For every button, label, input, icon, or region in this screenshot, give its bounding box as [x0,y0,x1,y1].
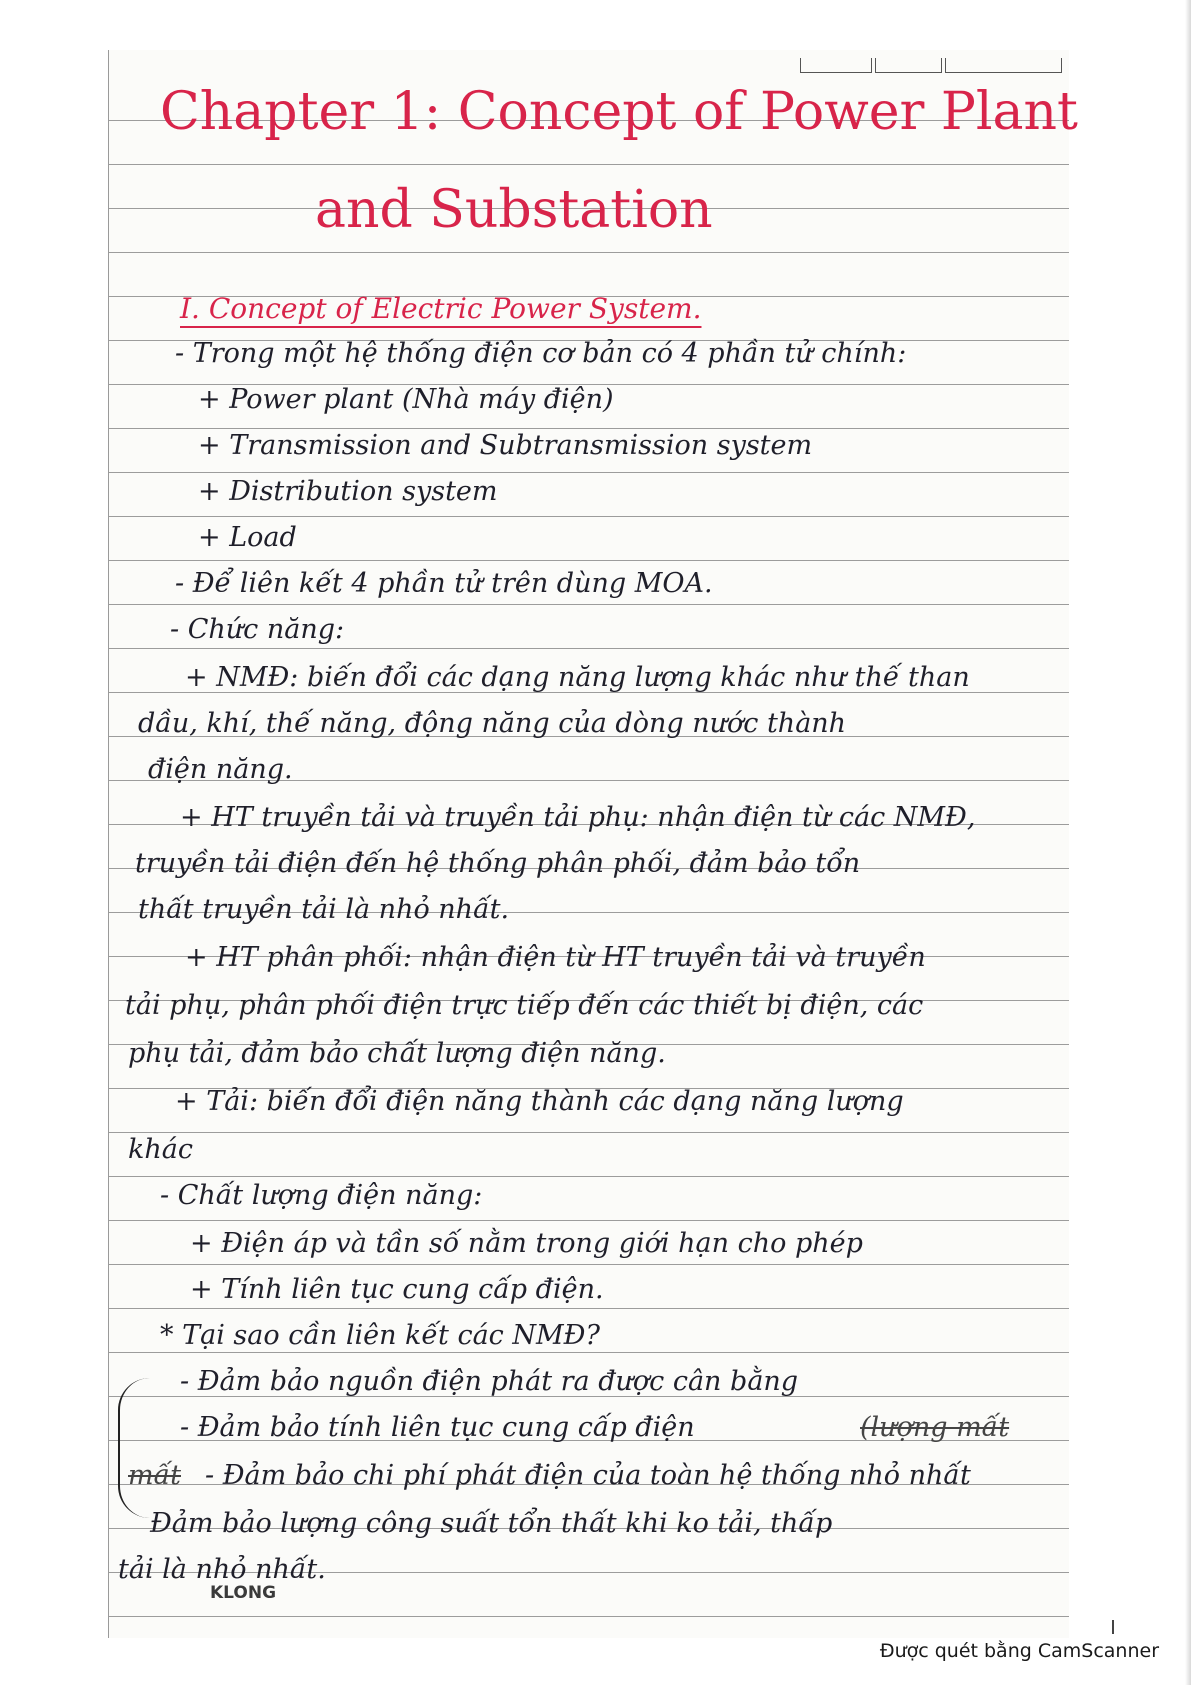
note-line: + Tính liên tục cung cấp điện. [190,1274,604,1305]
note-line: - Đảm bảo chi phí phát điện của toàn hệ thống nhỏ nhất [205,1460,971,1491]
note-line: phụ tải, đảm bảo chất lượng điện năng. [128,1038,666,1069]
ruled-line [109,1308,1069,1309]
struck-text: (lượng mất [860,1412,1010,1443]
note-line: * Tại sao cần liên kết các NMĐ? [160,1320,600,1351]
note-line: Đảm bảo lượng công suất tổn thất khi ko tải, thấp [150,1508,833,1539]
date-box [945,58,1062,73]
note-line: - Để liên kết 4 phần tử trên dùng MOA. [175,568,713,599]
scanner-watermark: Được quét bằng CamScanner [879,1640,1159,1662]
note-line: truyền tải điện đến hệ thống phân phối, đảm bảo tổn [135,848,861,879]
page-edge-shadow [1185,0,1191,1685]
ruled-line [109,516,1069,517]
note-line: + NMĐ: biến đổi các dạng năng lượng khác như thế than [185,662,970,693]
note-line: - Đảm bảo tính liên tục cung cấp điện [180,1412,695,1443]
ruled-line [109,164,1069,165]
note-line: + Transmission and Subtransmission system [198,430,813,461]
date-box [875,58,942,73]
note-line: + HT truyền tải và truyền tải phụ: nhận điện từ các NMĐ, [180,802,976,833]
note-line: thất truyền tải là nhỏ nhất. [138,894,510,925]
note-line: - Đảm bảo nguồn điện phát ra được cân bằng [180,1366,799,1397]
ruled-line [109,1132,1069,1133]
note-line: + Distribution system [198,476,498,507]
note-line: - Chức năng: [170,614,345,645]
notebook-brand: KLONG [210,1583,277,1603]
section-heading: I. Concept of Electric Power System. [180,292,702,325]
ruled-line [109,1616,1069,1617]
date-box [800,58,872,73]
ruled-line [109,604,1069,605]
note-line: + Tải: biến đổi điện năng thành các dạng năng lượng [175,1086,904,1117]
note-line: + Load [198,522,297,553]
margin-bracket [118,1378,150,1518]
ruled-line [109,1176,1069,1177]
note-line: - Chất lượng điện năng: [160,1180,483,1211]
note-line: + Điện áp và tần số nằm trong giới hạn cho phép [190,1228,863,1259]
ruled-line [109,428,1069,429]
ruled-line [109,252,1069,253]
ruled-line [109,1264,1069,1265]
note-line: dầu, khí, thế năng, động năng của dòng nước thành [138,708,847,739]
chapter-title-line1: Chapter 1: Concept of Power Plant [160,82,1078,142]
struck-text: mất [128,1460,181,1491]
ruled-line [109,1352,1069,1353]
note-line: + HT phân phối: nhận điện từ HT truyền tải và truyền [185,942,926,973]
note-line: khác [128,1134,193,1165]
ruled-line [109,648,1069,649]
ruled-line [109,1220,1069,1221]
note-line: + Power plant (Nhà máy điện) [198,384,614,415]
note-line: tải là nhỏ nhất. [118,1554,326,1585]
note-line: điện năng. [148,754,293,785]
chapter-title-line2: and Substation [315,180,713,240]
note-line: - Trong một hệ thống điện cơ bản có 4 phần tử chính: [175,338,907,369]
ruled-line [109,560,1069,561]
note-line: tải phụ, phân phối điện trực tiếp đến các thiết bị điện, các [125,990,924,1021]
ruled-line [109,472,1069,473]
page-corner-mark [1112,1620,1114,1634]
notebook-page [108,50,1069,1638]
